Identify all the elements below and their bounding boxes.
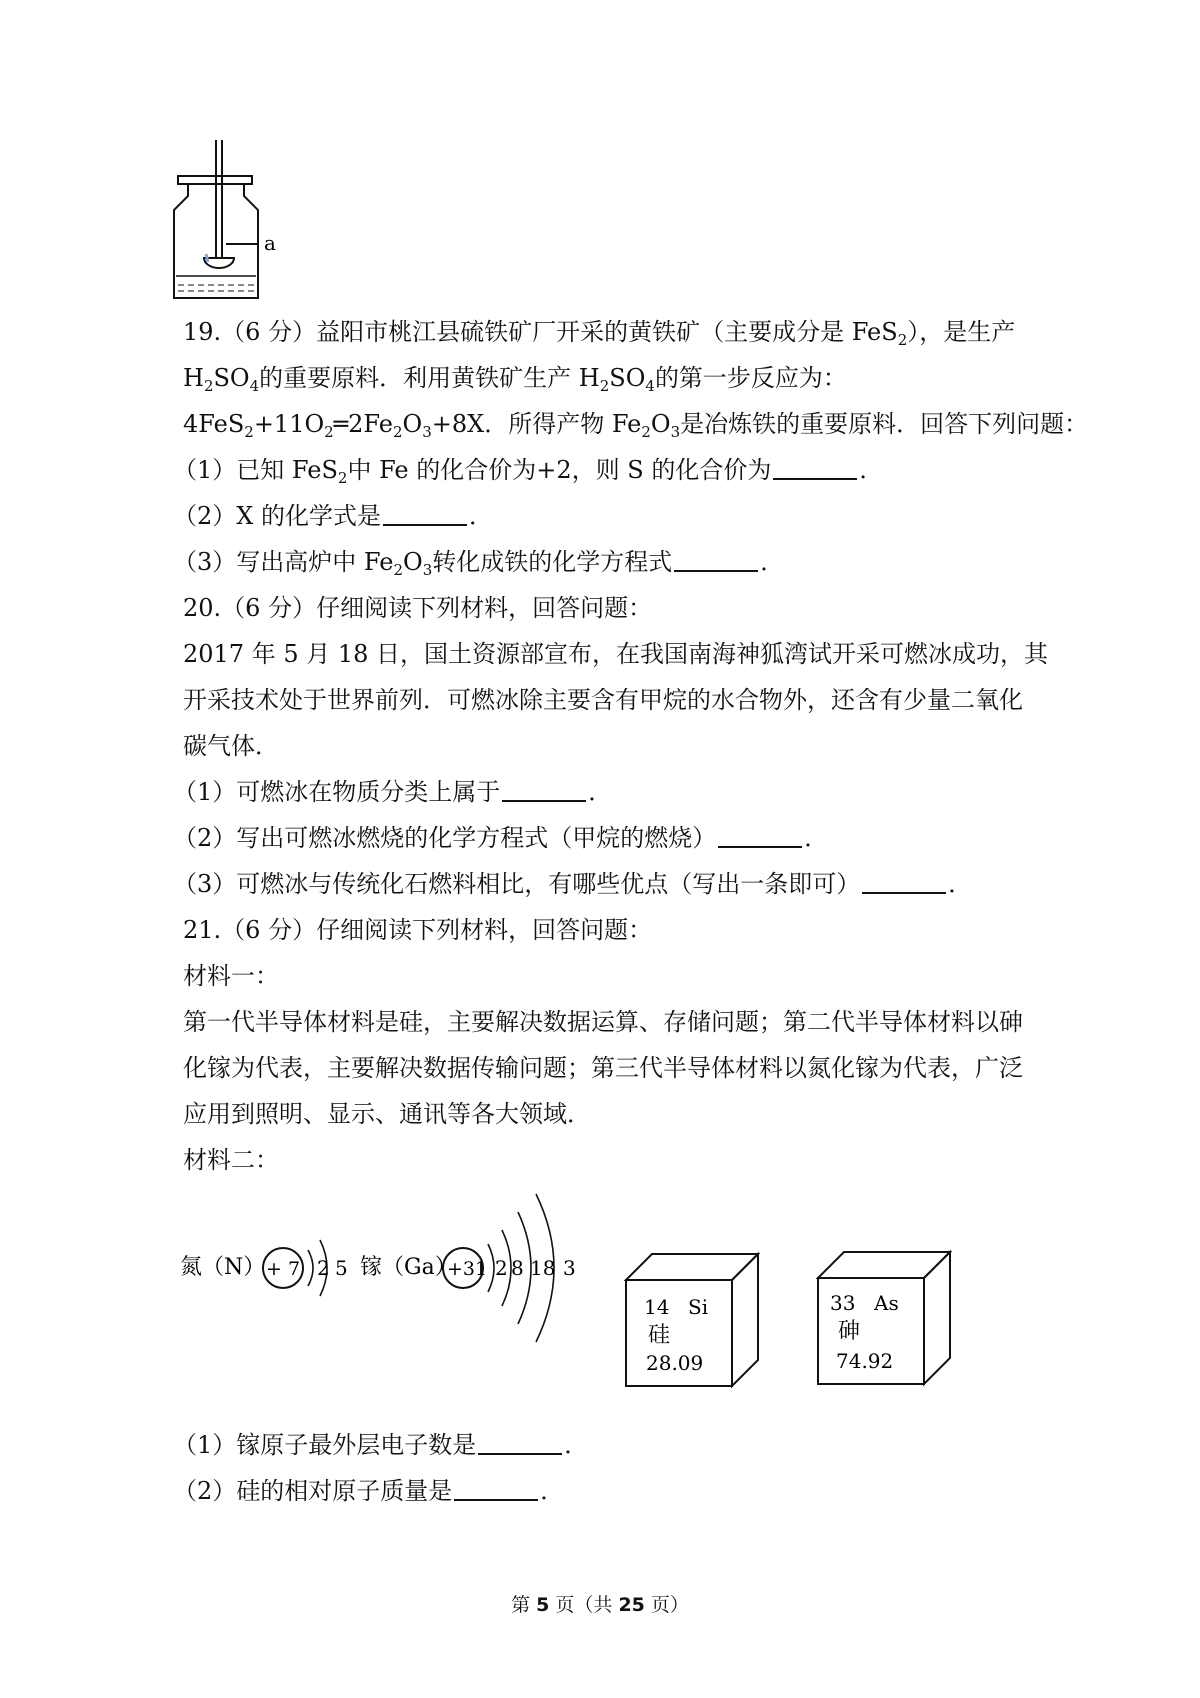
q21-part1: （1）镓原子最外层电子数是 ． — [173, 1431, 589, 1459]
as-number: 33 — [830, 1291, 856, 1315]
atom-n-nucleus: + 7 — [266, 1258, 301, 1280]
bottle-label-a: a — [264, 231, 276, 255]
page-footer: 第 5 页（共 25 页） — [511, 1594, 689, 1616]
as-mass: 74.92 — [836, 1349, 894, 1373]
atom-ga-shell3: 18 — [530, 1256, 556, 1280]
atom-ga-shell1: 2 — [495, 1256, 508, 1280]
q21-part2: （2）硅的相对原子质量是 ． — [173, 1477, 565, 1505]
q21-material1-line1: 第一代半导体材料是硅，主要解决数据运算、存储问题；第二代半导体材料以砷 — [183, 1008, 1023, 1036]
si-mass: 28.09 — [646, 1351, 704, 1375]
q20-part1: （1）可燃冰在物质分类上属于 ． — [173, 778, 613, 806]
q20-title: 20.（6 分）仔细阅读下列材料，回答问题： — [183, 594, 653, 622]
q19-part3: （3）写出高炉中 $Fe_2O_3$转化成铁的化学方程式 ． — [173, 548, 785, 579]
q21-material1-label: 材料一： — [183, 962, 279, 990]
q21-material2-label: 材料二： — [183, 1146, 279, 1174]
answer-blank[interactable] — [478, 1431, 562, 1455]
q20-material-line1: 2017 年 5 月 18 日，国土资源部宣布，在我国南海神狐湾试开采可燃冰成功，其 — [183, 640, 1049, 668]
atom-ga-shell2: 8 — [511, 1256, 524, 1280]
element-card-as — [812, 1246, 962, 1391]
q20-part3: （3）可燃冰与传统化石燃料相比，有哪些优点（写出一条即可） ． — [173, 870, 973, 898]
atom-ga-shell4: 3 — [563, 1256, 576, 1280]
total-pages: 25 — [618, 1594, 645, 1616]
atom-n-shell2: 5 — [335, 1256, 348, 1280]
q19-part2: （2）X 的化学式是 ． — [173, 502, 493, 530]
si-number: 14 — [644, 1295, 670, 1319]
answer-blank[interactable] — [773, 456, 857, 480]
answer-blank[interactable] — [383, 502, 467, 526]
answer-blank[interactable] — [502, 778, 586, 802]
element-card-si — [620, 1248, 770, 1393]
si-symbol: Si — [688, 1295, 709, 1319]
bottle-figure — [168, 140, 298, 305]
q19-line2: $H_2SO_4$的重要原料．利用黄铁矿生产 $H_2SO_4$的第一步反应为： — [183, 364, 847, 395]
q19-line3: $4FeS_2+11O_2═2Fe_2O_3+8X$．所得产物 $Fe_2O_3$是冶炼铁的重要原料．回答下列问题： — [183, 410, 1089, 441]
atom-ga-nucleus: +31 — [447, 1258, 488, 1280]
q20-part2: （2）写出可燃冰燃烧的化学方程式（甲烷的燃烧） ． — [173, 824, 829, 852]
atom-n-name: 氮（N） — [180, 1255, 266, 1280]
q20-material-line2: 开采技术处于世界前列．可燃冰除主要含有甲烷的水合物外，还含有少量二氧化 — [183, 686, 1023, 714]
atom-n-shell1: 2 — [317, 1256, 330, 1280]
current-page: 5 — [536, 1594, 550, 1616]
answer-blank[interactable] — [718, 824, 802, 848]
as-name: 砷 — [838, 1319, 861, 1344]
si-name: 硅 — [648, 1323, 671, 1348]
as-symbol: As — [874, 1291, 899, 1315]
q20-material-line3: 碳气体． — [183, 732, 279, 760]
q21-title: 21.（6 分）仔细阅读下列材料，回答问题： — [183, 916, 653, 944]
answer-blank[interactable] — [454, 1477, 538, 1501]
atom-ga-name: 镓（Ga） — [360, 1255, 457, 1280]
q21-material1-line3: 应用到照明、显示、通讯等各大领域． — [183, 1100, 591, 1128]
answer-blank[interactable] — [862, 870, 946, 894]
q19-part1: （1）已知 FeS$_2$中 Fe 的化合价为+2，则 S 的化合价为 ． — [173, 456, 884, 487]
atom-structure-figure — [180, 1190, 600, 1365]
q21-material1-line2: 化镓为代表，主要解决数据传输问题；第三代半导体材料以氮化镓为代表，广泛 — [183, 1054, 1023, 1082]
q19-line1: 19.（6 分）益阳市桃江县硫铁矿厂开采的黄铁矿（主要成分是 FeS$_2$），是生产 — [183, 318, 1016, 349]
answer-blank[interactable] — [674, 548, 758, 572]
